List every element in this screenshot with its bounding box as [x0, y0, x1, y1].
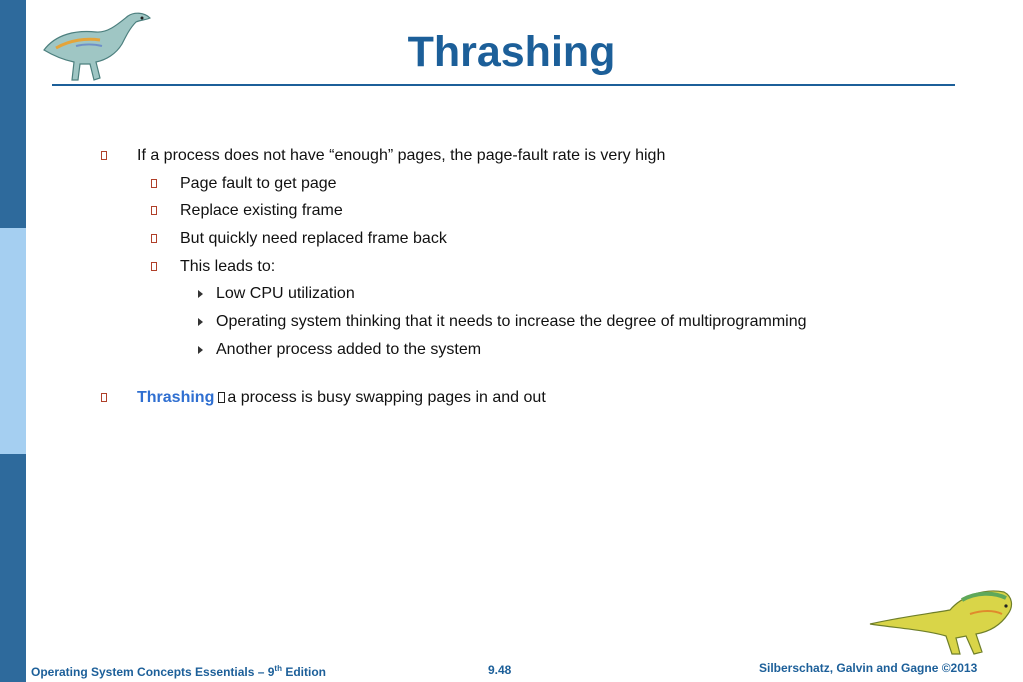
bullet-icon	[151, 179, 157, 188]
arrow-bullet-icon	[198, 346, 203, 354]
left-sidebar	[0, 0, 26, 682]
bullet-icon	[101, 393, 107, 402]
bullet-icon	[151, 234, 157, 243]
sub-sub-bullet: Operating system thinking that it needs to increase the degree of multiprogramming	[216, 313, 807, 330]
footer-text: Operating System Concepts Essentials – 9	[31, 665, 275, 679]
slide-number: 9.48	[488, 663, 512, 677]
slide-title: Thrashing	[407, 28, 616, 76]
sub-bullet: Replace existing frame	[180, 202, 343, 219]
bullet-thrashing-definition	[137, 389, 546, 407]
arrow-bullet-icon	[198, 290, 203, 298]
sub-bullet: This leads to:	[180, 258, 276, 275]
bullet-icon	[151, 262, 157, 271]
sidebar-band-bottom	[0, 454, 26, 682]
bullet-icon	[151, 206, 157, 215]
footer-superscript: th	[274, 664, 282, 673]
symbol-icon	[218, 392, 225, 403]
open-quote: “	[329, 147, 335, 164]
sub-bullet: But quickly need replaced frame back	[180, 230, 447, 247]
sub-bullet: Page fault to get page	[180, 175, 337, 192]
bullet-page-fault-rate	[137, 147, 665, 165]
title-divider	[52, 84, 955, 86]
quoted-word: enough	[334, 147, 388, 164]
sidebar-band-middle	[0, 228, 26, 454]
term-thrashing: Thrashing	[137, 389, 215, 406]
sub-sub-bullet: Another process added to the system	[216, 341, 482, 358]
arrow-bullet-icon	[198, 318, 203, 326]
sub-sub-bullet: Low CPU utilization	[216, 285, 355, 302]
close-quote: ”	[387, 147, 394, 164]
footer-copyright: Silberschatz, Galvin and Gagne ©2013	[759, 661, 978, 675]
dinosaur-logo-bottom	[866, 584, 1016, 658]
text-fragment: pages, the page-fault rate is very high	[393, 147, 666, 164]
definition-text: a process is busy swapping pages in and out	[227, 389, 546, 406]
text-fragment: If a process does not have	[137, 147, 330, 164]
footer-book-title	[31, 664, 326, 679]
bullet-icon	[101, 151, 107, 160]
footer-text: Edition	[281, 665, 326, 679]
